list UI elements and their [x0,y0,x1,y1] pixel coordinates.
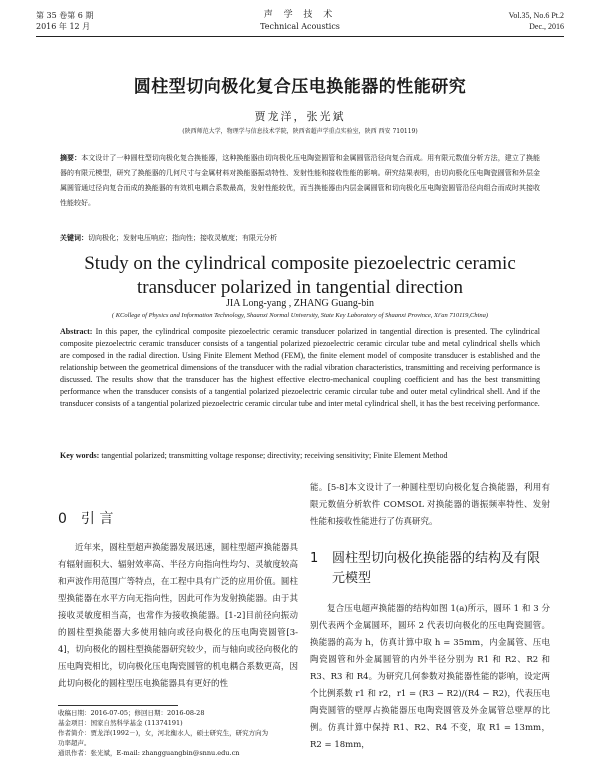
chinese-keywords [60,232,540,244]
english-affiliation: ( KCollege of Physics and Information Technology, Shaanxi Normal University, State Key Laboratory of Shaanxi Province, Xi'an 710119,China) [111,312,489,319]
journal-name-en: Technical Acoustics [260,22,340,31]
section-0-paragraph: 近年来，圆柱型超声换能器发展迅速，圆柱型超声换能器具有辐射面积大、辐射效率高、半径方向指向性均匀、灵敏度较高和声波作用范围广等特点，在工程中具有广泛的应用价值。圆柱型换能器在水平方向无指向性，因此可作为发射换能器。由于其接收灵敏度相当高，也常作为接收换能器。[1-2]目前径向振动的圆柱型换能器大多使用轴向或径向极化的压电陶瓷圆管[3-4]，切向极化的圆柱型换能器研究较少，而与轴向或径向极化的压电陶瓷相比，切向极化压电陶瓷圆管的机电耦合系数更高，因此切向极化的圆柱型压电换能器具有更好的性 [58,543,298,689]
chinese-abstract-text: 本文设计了一种圆柱型切向极化复合换能器，这种换能器由切向极化压电陶瓷圆管和金属圆管沿径向复合而成。用有限元数值分析方法，建立了换能器的有限元模型，研究了换能器的几何尺寸与金属材料对换能器振动特性、发射性能和接收性能的影响。研究结果表明，由切向极化压电陶瓷圆管和外层金属圆管通过径向复合而成的换能器的有效机电耦合系数最高，发射性能较优，而当换能器由内层金属圆管和切向极化压电陶瓷圆管沿径向组合而成时其接收性能较好。 [60,154,541,207]
header-center [36,10,564,32]
chinese-title: 圆柱型切向极化复合压电换能器的性能研究 [133,77,467,97]
footnote-divider [58,705,178,706]
english-abstract-text: In this paper, the cylindrical composite piezoelectric ceramic transducer polarized in tangential direction is presented. The cylindrical composite piezoelectric ceramic transducer consists of a tangential polarized piezoelectric ceramic circular tube and metal cylindrical shells which are composed in the radial direction. Using Finite Element Method (FEM), the finite element model of composite transducer is established and the relationship between the geometrical dimensions of the transducer with the radial vibration characteristics, transmitting and receiving performance is discussed. The results show that the transducer has the highest effective electro-mechanical coupling coefficient and has the best transmitting performance when the transducer consists of a tangential polarized piezoelectric ceramic circular tube and outer metal cylindrical shell. And if the transducer consists of a tangential polarized piezoelectric ceramic circular tube and inter metal cylindrical shell, it has the best receiving performance. [60,327,541,408]
section-1-paragraph: 复合压电超声换能器的结构如图 1(a)所示，圆环 1 和 3 分别代表两个金属圆环，圆环 2 代表切向极化的压电陶瓷圆管。换能器的高为 h，仿真计算中取 h = 35mm，内金属管、压电陶瓷圆管和外金属圆管的内外半径分别为 R1 和 R2、R2 和 R3、R3 和 R4。为研究几何参数对换能器性能的影响，设定两个比例系数 r1 和 r2，r1 = (R3 − R2)/(R4 − R2)，代表压电陶瓷圆管的壁厚占换能器压电陶瓷圆管及外金属管总壁厚的比例。仿真计算中保持 R1、R2、R4 不变，取 R1 = 13mm，R2 = 18mm， [310,604,550,750]
footnote-contact: 通讯作者：张光斌，E-mail: zhangguangbin@snnu.edu.cn [58,749,240,757]
header-right [509,10,564,32]
chinese-authors: 贾龙洋，张光斌 [254,110,346,123]
footnote-fund: 基金项目：国家自然科学基金 (11374191) [58,719,183,727]
english-keywords [60,450,540,462]
intro-continuation: 能。[5-8]本文设计了一种圆柱型切向极化复合换能器，利用有限元数值分析软件 COMSOL 对换能器的谐振频率特性、发射性能和接收性能进行了仿真研究。 [310,483,550,527]
footnote-author-cont: 功率超声。 [58,739,91,747]
english-keywords-text: tangential polarized; transmitting voltage response; directivity; receiving sensitivity; Finite Element Method [101,451,448,460]
english-authors: JIA Long-yang , ZHANG Guang-bin [225,298,375,309]
section-1-title: 圆柱型切向极化换能器的结构及有限元模型 [332,551,541,586]
volume-cn: 第 35 卷第 6 期 [36,11,94,20]
section-1-number: 1 [310,551,319,566]
section-0-number: 0 [58,511,67,527]
english-title: Study on the cylindrical composite piezoelectric ceramic transducer polarized in tangential direction [84,253,516,298]
chinese-keywords-label: 关键词： [60,233,88,242]
chinese-affiliation: (陕西师范大学，物理学与信息技术学院，陕西省超声学重点实验室，陕西 西安 710119) [182,128,418,135]
english-abstract [60,326,540,410]
chinese-abstract-label: 摘要： [60,153,82,162]
english-abstract-label: Abstract: [60,327,93,336]
chinese-abstract [60,150,540,211]
section-1-heading [310,549,550,589]
footnote-author: 作者简介：贾龙洋(1992－)，女，河北衡水人，硕士研究生，研究方向为 [58,729,269,737]
left-column [58,480,298,693]
page-header [36,8,564,37]
journal-name-cn: 声 学 技 术 [263,10,337,20]
chinese-keywords-text: 切向极化；发射电压响应；指向性；接收灵敏度；有限元分析 [88,234,277,242]
volume-en: Vol.35, No.6 Pt.2 [508,11,564,20]
date-cn: 2016 年 12 月 [36,22,91,31]
date-en: Dec., 2016 [529,22,564,31]
footnote-received: 收稿日期：2016-07-05；修回日期：2016-08-28 [58,709,205,717]
section-0-title: 引 言 [80,511,114,527]
footnotes [58,708,298,758]
right-column [310,480,550,754]
english-keywords-label: Key words: [60,451,100,460]
section-0-heading [58,508,298,528]
